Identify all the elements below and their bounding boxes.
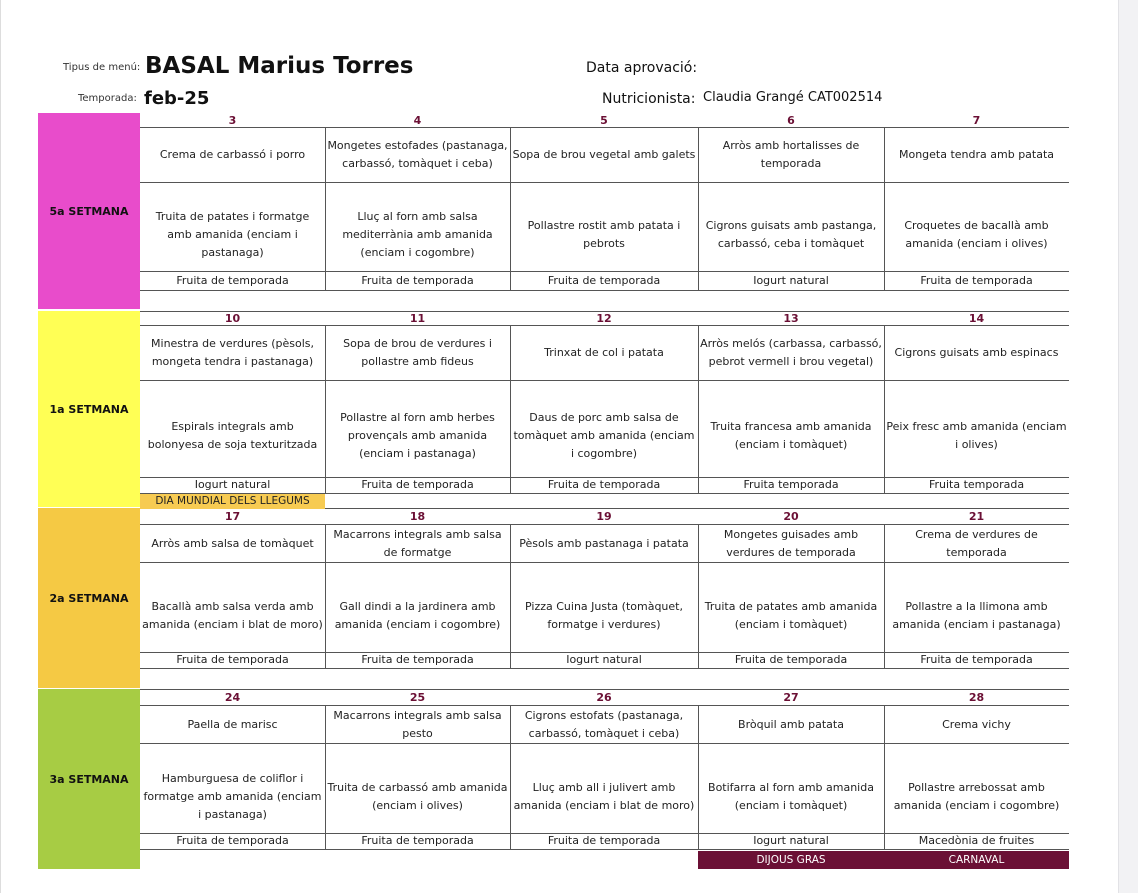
second-course: Bacallà amb salsa verda amb amanida (enciam i blat de moro)	[142, 599, 323, 631]
first-course: Crema de verdures de temporada	[915, 527, 1038, 559]
dessert: Fruita de temporada	[176, 653, 289, 666]
first-course: Sopa de brou vegetal amb galets	[512, 148, 696, 161]
dessert: Macedònia de fruites	[918, 834, 1035, 847]
nutritionist-value: Claudia Grangé CAT002514	[703, 90, 883, 105]
dessert: Iogurt natural	[566, 653, 642, 666]
nutritionist-label: Nutricionista:	[602, 91, 696, 107]
dessert: Fruita de temporada	[547, 478, 661, 491]
day-number: 27	[783, 691, 799, 704]
day-number: 25	[409, 691, 426, 704]
day-number: 21	[968, 510, 985, 523]
second-course: Lluç al forn amb salsa mediterrània amb amanida (enciam i cogombre)	[342, 210, 493, 259]
second-course: Pizza Cuina Justa (tomàquet, formatge i verdures)	[525, 599, 683, 631]
first-course: Minestra de verdures (pèsols, mongeta tendra i pastanaga)	[151, 337, 314, 368]
day-number: 24	[224, 691, 241, 704]
window-edge	[1118, 0, 1138, 893]
dessert: Fruita de temporada	[361, 834, 474, 847]
second-course: Pollastre al forn amb herbes provençals amb amanida (enciam i pastanaga)	[340, 410, 495, 460]
first-course: Mongetes estofades (pastanaga, carbassó, tomàquet i ceba)	[327, 139, 508, 170]
dessert: Fruita de temporada	[361, 274, 474, 287]
dessert: Fruita de temporada	[920, 653, 1033, 666]
approval-label: Data aprovació:	[586, 60, 698, 76]
day-number: 11	[409, 312, 426, 325]
first-course: Arròs amb salsa de tomàquet	[151, 536, 314, 550]
second-course: Daus de porc amb salsa de tomàquet amb amanida (enciam i cogombre)	[513, 410, 695, 460]
grid-line	[140, 562, 1069, 563]
day-number: 13	[783, 312, 799, 325]
day-number: 5	[600, 114, 608, 127]
day-number: 14	[968, 312, 985, 325]
dessert: Fruita de temporada	[920, 274, 1033, 287]
second-course: Truita francesa amb amanida (enciam i tomàquet)	[710, 419, 872, 451]
grid-line	[140, 290, 1069, 291]
first-course: Mongetes guisades amb verdures de temporada	[723, 527, 859, 559]
season-value: feb-25	[144, 88, 210, 109]
second-course: Pollastre rostit amb patata i pebrots	[527, 219, 681, 250]
second-course: Cigrons guisats amb pastanga, carbassó, ceba i tomàquet	[705, 219, 877, 250]
first-course: Sopa de brou de verdures i pollastre amb fideus	[343, 337, 492, 368]
day-number: 26	[596, 691, 612, 704]
second-course: Peix fresc amb amanida (enciam i olives)	[886, 419, 1067, 451]
second-course: Pollastre a la llimona amb amanida (enciam i pastanaga)	[892, 599, 1061, 631]
second-course: Botifarra al forn amb amanida (enciam i tomàquet)	[708, 780, 874, 812]
day-number: 19	[596, 510, 612, 523]
day-number: 10	[224, 312, 241, 325]
menu-type-label: Tipus de menú:	[63, 62, 141, 73]
first-course: Crema vichy	[942, 717, 1011, 731]
second-course: Hamburguesa de coliflor i formatge amb amanida (enciam i pastanaga)	[143, 771, 322, 821]
dessert: Iogurt natural	[753, 834, 829, 847]
day-number: 18	[409, 510, 426, 523]
dessert: Fruita de temporada	[547, 834, 661, 847]
day-number: 17	[224, 510, 241, 523]
first-course: Pèsols amb pastanaga i patata	[519, 536, 689, 550]
week-label: 2a SETMANA	[49, 591, 129, 605]
dessert: Fruita de temporada	[361, 653, 474, 666]
second-course: Pollastre arrebossat amb amanida (enciam i cogombre)	[893, 780, 1060, 812]
dessert: Fruita de temporada	[361, 478, 474, 491]
second-course: Truita de patates amb amanida (enciam i tomàquet)	[704, 599, 878, 631]
first-course: Cigrons estofats (pastanaga, carbassó, tomàquet i ceba)	[524, 708, 684, 740]
dessert: Fruita temporada	[928, 478, 1025, 491]
event-banner: DIA MUNDIAL DELS LLEGUMS	[140, 494, 325, 509]
second-course: Gall dindi a la jardinera amb amanida (enciam i cogombre)	[334, 599, 501, 631]
dessert: Fruita de temporada	[176, 274, 289, 287]
week-label: 5a SETMANA	[49, 204, 129, 218]
day-number: 28	[968, 691, 985, 704]
page-edge	[0, 0, 1, 893]
dessert: Fruita de temporada	[547, 274, 661, 287]
dessert: Fruita temporada	[743, 478, 839, 491]
first-course: Macarrons integrals amb salsa de formatge	[333, 527, 502, 559]
second-course: Truita de patates i formatge amb amanida (enciam i pastanaga)	[155, 210, 310, 259]
second-course: Croquetes de bacallà amb amanida (enciam i olives)	[904, 219, 1049, 250]
first-course: Cigrons guisats amb espinacs	[894, 346, 1059, 359]
day-number: 12	[596, 312, 612, 325]
grid-line	[140, 743, 1069, 744]
day-number: 7	[972, 114, 981, 127]
first-course: Mongeta tendra amb patata	[898, 148, 1055, 161]
week-label: 3a SETMANA	[49, 772, 129, 786]
first-course: Crema de carbassó i porro	[159, 148, 306, 161]
second-course: Espirals integrals amb bolonyesa de soja texturitzada	[147, 419, 318, 451]
menu-type-value: BASAL Marius Torres	[145, 53, 414, 79]
dessert: Iogurt natural	[194, 478, 271, 491]
day-number: 20	[783, 510, 799, 523]
day-number: 3	[228, 114, 237, 127]
first-course: Arròs melós (carbassa, carbassó, pebrot vermell i brou vegetal)	[700, 337, 882, 368]
first-course: Paella de marisc	[187, 717, 278, 731]
dessert: Fruita de temporada	[176, 834, 289, 847]
grid-line	[140, 182, 1069, 183]
day-number: 6	[787, 114, 795, 127]
season-label: Temporada:	[78, 93, 137, 104]
second-course: Truita de carbassó amb amanida (enciam i olives)	[327, 780, 508, 812]
week-label: 1a SETMANA	[49, 402, 129, 416]
day-number: 4	[413, 114, 422, 127]
dessert: Iogurt natural	[753, 274, 829, 287]
first-course: Trinxat de col i patata	[544, 346, 664, 359]
first-course: Macarrons integrals amb salsa pesto	[333, 708, 502, 740]
second-course: Lluç amb all i julivert amb amanida (enciam i blat de moro)	[513, 780, 695, 812]
event-banner: CARNAVAL	[884, 851, 1069, 869]
event-banner: DIJOUS GRAS	[698, 851, 884, 869]
first-course: Arròs amb hortalisses de temporada	[722, 139, 860, 170]
grid-line	[140, 380, 1069, 381]
dessert: Fruita de temporada	[734, 653, 848, 666]
first-course: Bròquil amb patata	[738, 717, 844, 731]
grid-line	[140, 689, 1069, 690]
